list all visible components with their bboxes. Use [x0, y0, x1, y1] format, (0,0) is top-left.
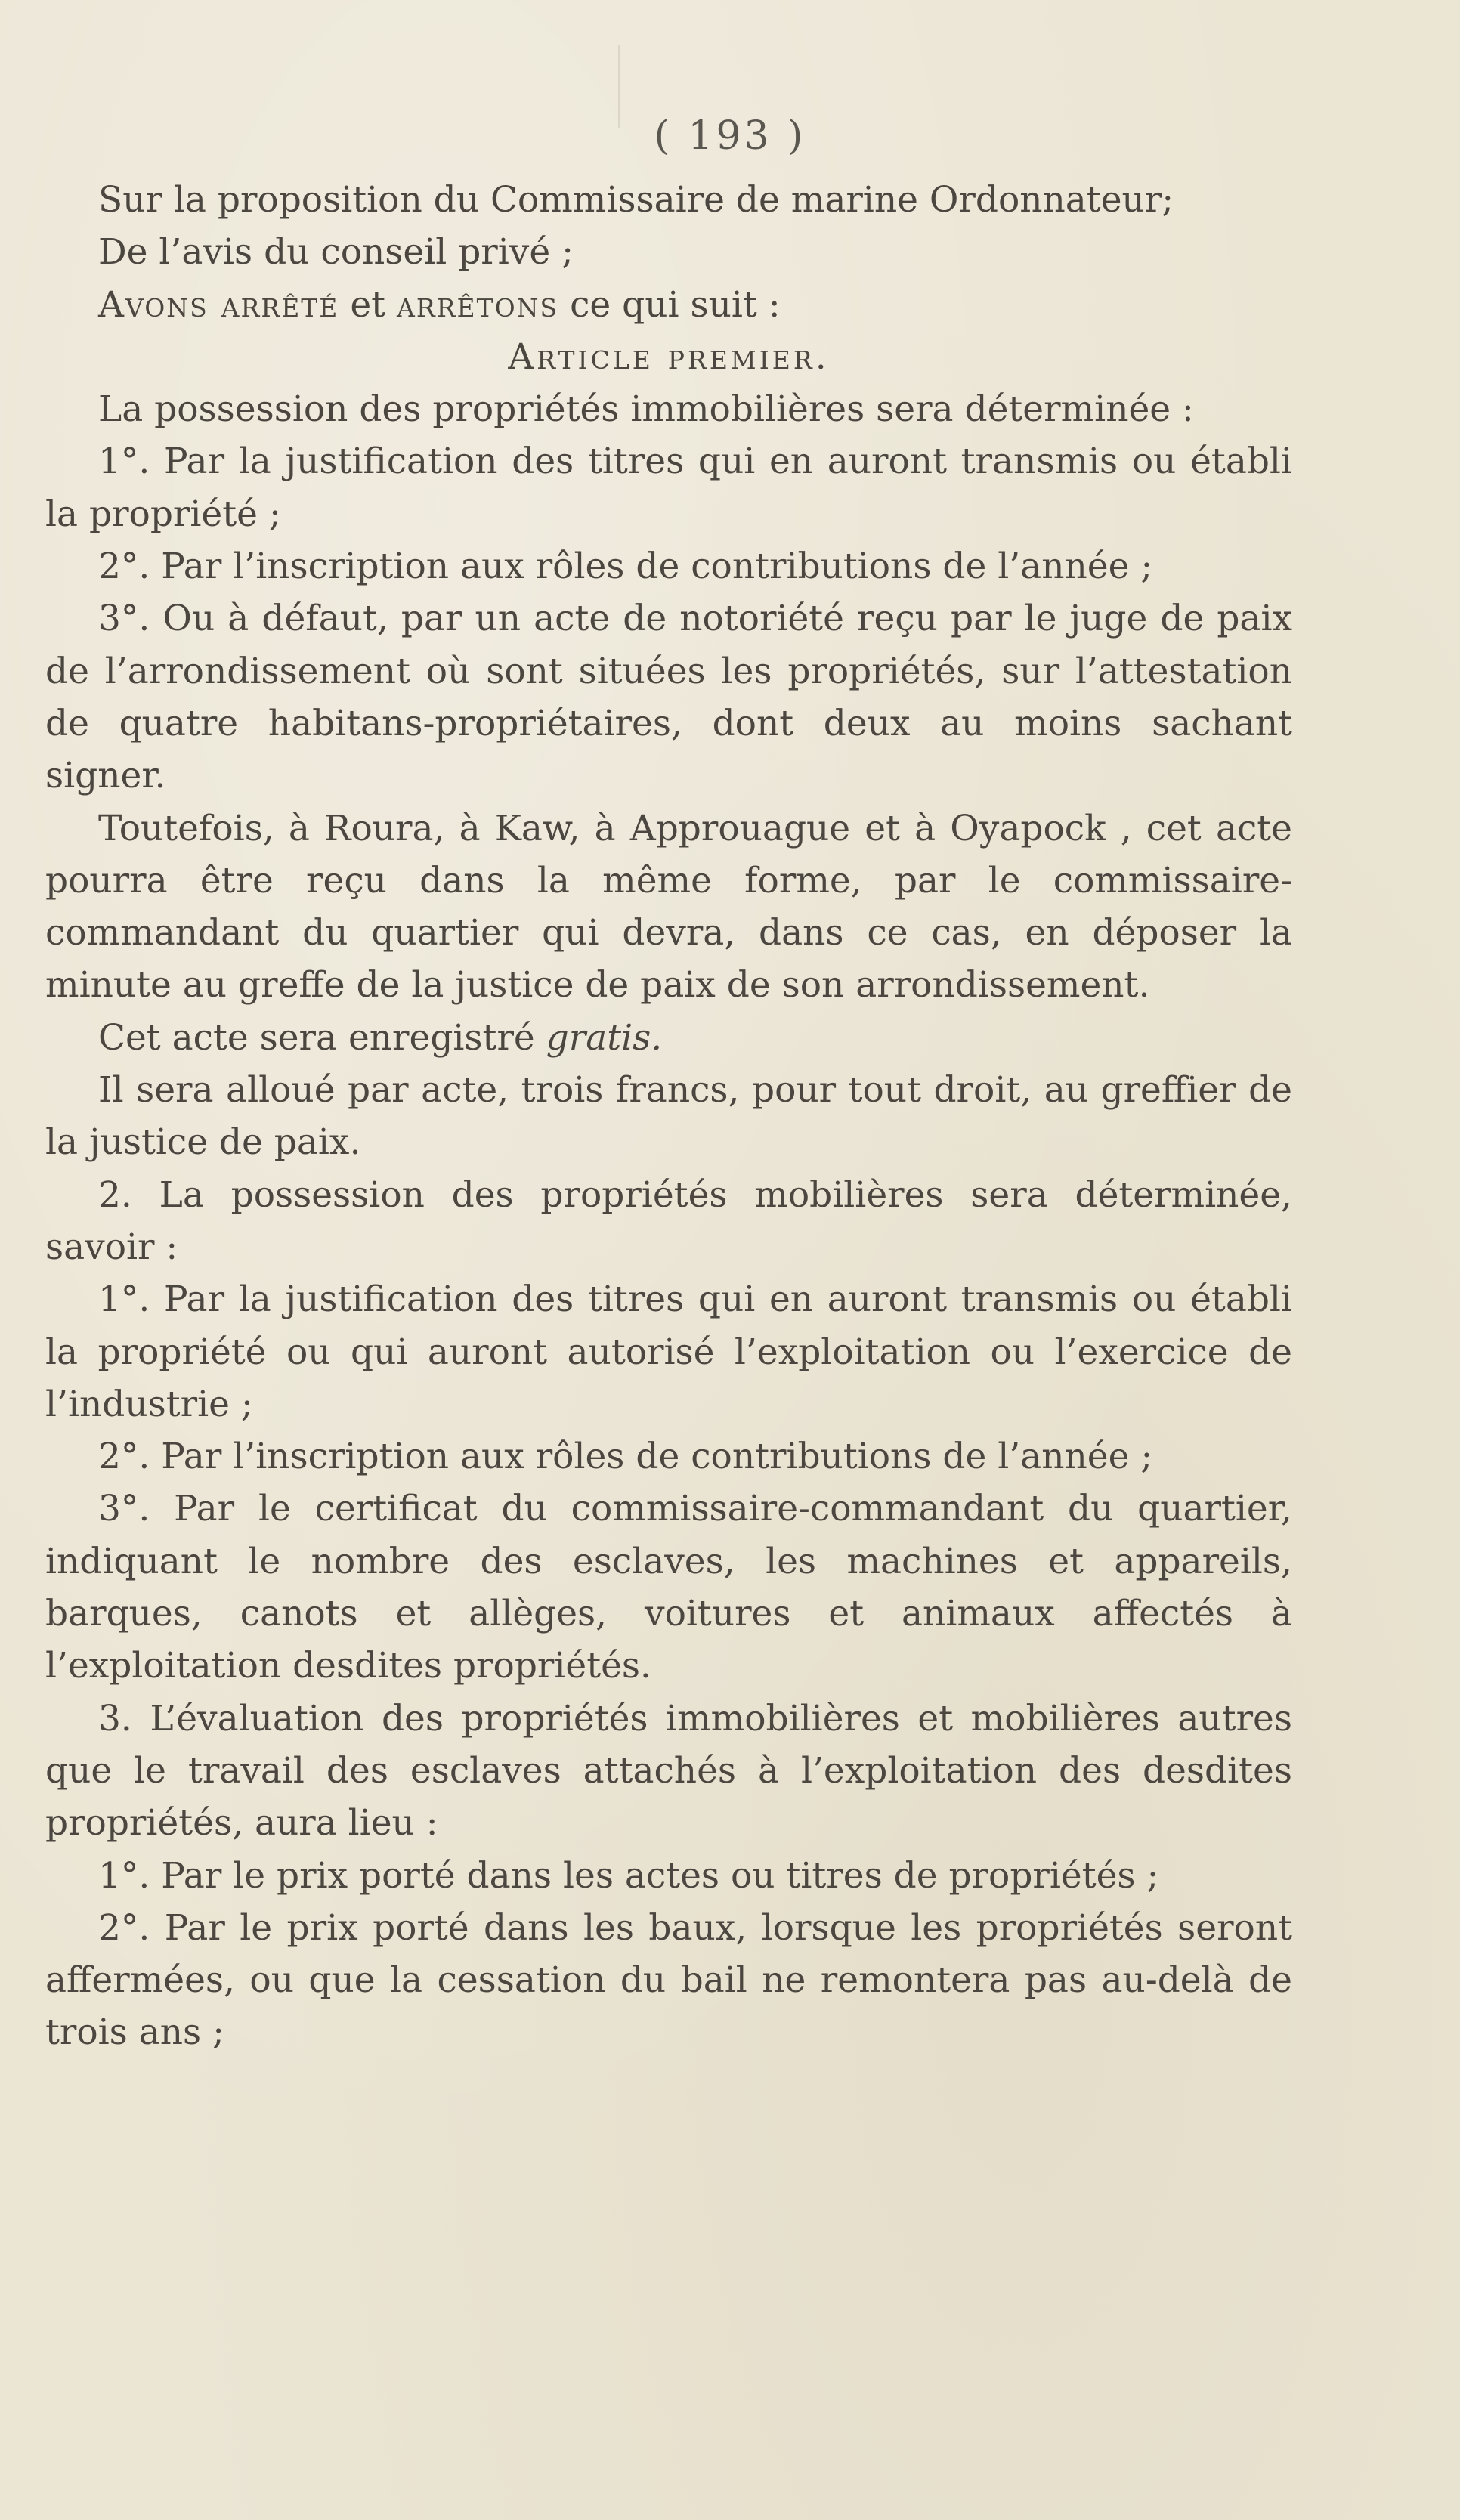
paragraph-eval-2: 2°. Par le prix porté dans les baux, lorsque les propriétés seront affermées, ou que la cessation du bail ne remontera pas au-delà de trois ans ;	[45, 1906, 1292, 2054]
paragraph-avis: De l’avis du conseil privé ;	[98, 231, 574, 274]
paragraph-immob-3: 3°. Ou à défaut, par un acte de notoriété reçu par le juge de paix de l’arrondissement où sont situées les propriétés, sur l’attestation de quatre habitans-propriétaires, dont deux au moins sachant signer.	[45, 598, 1292, 797]
ce-qui-suit-text: ce qui suit :	[558, 283, 781, 326]
paragraph-mob-2: 2°. Par l’inscription aux rôles de contributions de l’année ;	[98, 1436, 1153, 1478]
paragraph-alloue: Il sera alloué par acte, trois francs, pour tout droit, au greffier de la justice de paix.	[45, 1069, 1292, 1164]
paragraph-mob-3: 3°. Par le certificat du commissaire-commandant du quartier, indiquant le nombre des esclaves, les machines et appareils, barques, canots et allèges, voitures et animaux affectés à l’exploitation desdites propriétés.	[45, 1488, 1292, 1687]
paragraph-toutefois: Toutefois, à Roura, à Kaw, à Approuague et à Oyapock , cet acte pourra être reçu dans la même forme, par le commissaire-commandant du quartier qui devra, dans ce cas, en déposer la minute au greffe de la justice de paix de son arrondissement.	[45, 807, 1292, 1006]
paragraph-eval-1: 1°. Par le prix porté dans les actes ou titres de propriétés ;	[98, 1854, 1159, 1897]
et-text: et	[339, 283, 397, 326]
paragraph-proposition: Sur la proposition du Commissaire de marine Ordonnateur;	[98, 179, 1174, 221]
paragraph-possession-immobilieres: La possession des propriétés immobilières sera déterminée :	[98, 388, 1194, 431]
paragraph-immob-1: 1°. Par la justification des titres qui en auront transmis ou établi la propriété ;	[45, 441, 1292, 535]
page-number: ( 193 )	[654, 113, 806, 159]
arretons-text: arrêtons	[396, 283, 559, 326]
article-heading: Article premier.	[508, 335, 830, 378]
document-body	[45, 174, 1292, 2059]
paragraph-avons-arrete	[45, 279, 1292, 331]
gratis-text: gratis.	[546, 1016, 663, 1059]
paragraph-mob-1: 1°. Par la justification des titres qui en auront transmis ou établi la propriété ou qui auront autorisé l’exploitation ou l’exercice de l’industrie ;	[45, 1279, 1292, 1425]
paragraph-possession-mobilieres: 2. La possession des propriétés mobilières sera déterminée, savoir :	[45, 1173, 1292, 1268]
paragraph-immob-2: 2°. Par l’inscription aux rôles de contributions de l’année ;	[98, 546, 1153, 588]
avons-arrete-text: Avons arrêté	[98, 283, 339, 326]
enregistre-text: Cet acte sera enregistré	[98, 1016, 546, 1059]
paragraph-enregistre	[45, 1012, 1292, 1064]
paragraph-evaluation: 3. L’évaluation des propriétés immobilières et mobilières autres que le travail des esclaves attachés à l’exploitation des desdites propriétés, aura lieu :	[45, 1697, 1292, 1844]
